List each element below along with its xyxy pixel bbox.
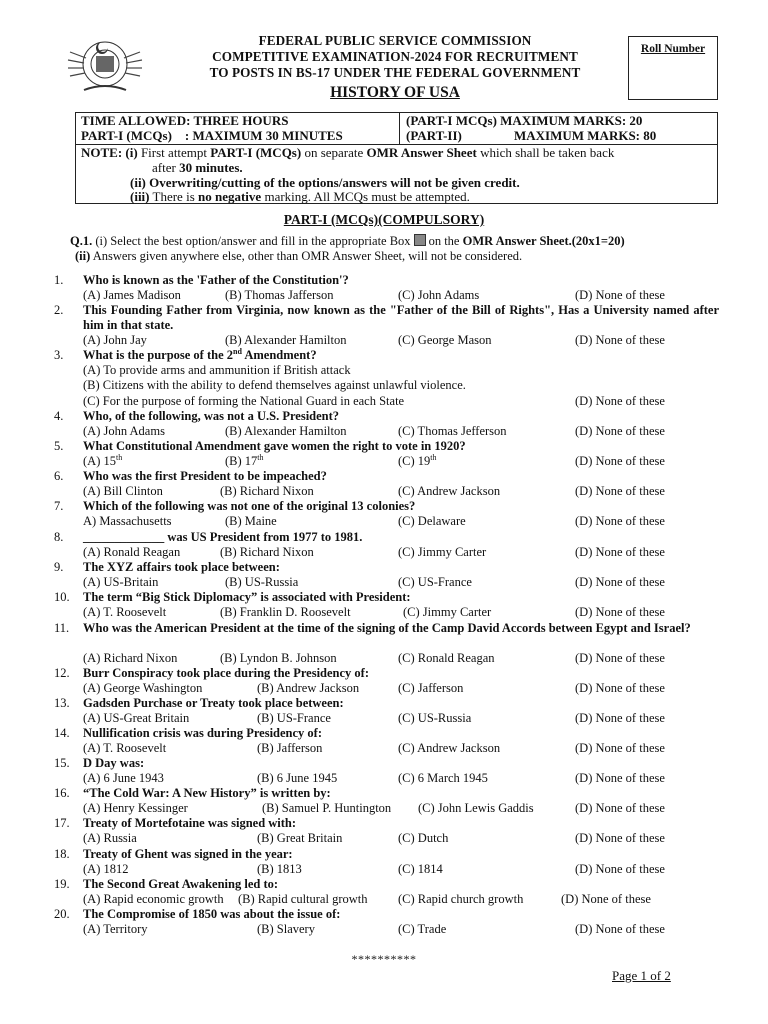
answer-option: [83, 862, 128, 877]
answer-option: [225, 514, 277, 529]
option-text: (B) Lyndon B. Johnson: [220, 651, 337, 665]
option-text: (A) John Jay: [83, 333, 147, 347]
question-text: D Day was:: [83, 756, 145, 770]
answer-option: [257, 681, 359, 696]
question-text-part: What is the purpose of the 2: [83, 348, 234, 362]
part-heading: PART-I (MCQs)(COMPULSORY): [283, 212, 485, 227]
answer-option: [575, 484, 665, 499]
option-text: (C) Jafferson: [398, 681, 464, 695]
answer-option: [398, 741, 500, 756]
roll-number-label: Roll Number: [640, 43, 706, 55]
note-text: no negative: [198, 189, 262, 204]
exam-title: COMPETITIVE EXAMINATION-2024 FOR RECRUITMENT: [212, 49, 578, 64]
question-text: Who, of the following, was not a U.S. President?: [83, 409, 340, 423]
option-text: (D) None of these: [561, 892, 651, 906]
answer-option: [398, 454, 437, 469]
answer-option: [398, 514, 466, 529]
option-text: (C) US-France: [398, 575, 472, 589]
option-text: (D) None of these: [575, 741, 665, 755]
option-text: (A) Henry Kessinger: [83, 801, 188, 815]
option-text: (A) 1812: [83, 862, 129, 876]
instruction-text: (i) Select the best option/answer and fill in the appropriate Box: [95, 234, 411, 248]
question-number: 10.: [54, 590, 70, 604]
option-text: (B) Thomas Jafferson: [225, 288, 334, 302]
question-number: 15.: [54, 756, 70, 770]
answer-option: [398, 892, 523, 907]
question-number: 6.: [54, 469, 64, 483]
end-marker: **********: [351, 952, 417, 966]
option-text: (C) Andrew Jackson: [398, 741, 501, 755]
note-text: There is: [152, 189, 195, 204]
option-text: (D) None of these: [575, 394, 665, 408]
option-text: (C) Dutch: [398, 831, 449, 845]
question-number: 7.: [54, 499, 64, 513]
option-text: (A) T. Roosevelt: [83, 741, 167, 755]
option-text: (A) Bill Clinton: [83, 484, 163, 498]
question-text: _____________ was US President from 1977 to 1981.: [83, 530, 363, 544]
answer-option: [398, 288, 479, 303]
superscript: th: [115, 453, 123, 462]
answer-option: [575, 711, 665, 726]
option-text: (D) None of these: [575, 454, 665, 468]
option-text: (D) None of these: [575, 831, 665, 845]
option-text: (C) John Lewis Gaddis: [418, 801, 534, 815]
option-text: (B) Citizens with the ability to defend themselves against unlawful violence.: [83, 378, 466, 392]
option-text: (A) US-Great Britain: [83, 711, 190, 725]
option-text: (A) George Washington: [83, 681, 203, 695]
option-text: (C) 1814: [398, 862, 443, 876]
omr-box-icon: [414, 234, 426, 246]
answer-option: [575, 771, 665, 786]
commission-name: FEDERAL PUBLIC SERVICE COMMISSION: [258, 33, 532, 48]
answer-option: [225, 575, 298, 590]
answer-option: [575, 681, 665, 696]
option-text: (A) Rapid economic growth: [83, 892, 224, 906]
option-text: (B) Slavery: [257, 922, 315, 936]
note-text: which shall be taken back: [480, 145, 615, 160]
option-text: (D) None of these: [575, 514, 665, 528]
option-text: (D) None of these: [575, 424, 665, 438]
option-text: (B) 1813: [257, 862, 302, 876]
answer-option: [398, 681, 463, 696]
question-text: What Constitutional Amendment gave women the right to vote in 1920?: [83, 439, 466, 453]
question-number: 3.: [54, 348, 64, 362]
exam-subtitle: TO POSTS IN BS-17 UNDER THE FEDERAL GOVERNMENT: [209, 65, 581, 80]
option-text: (A) 15: [83, 454, 116, 468]
option-text: A) Massachusetts: [83, 514, 172, 528]
answer-option: [83, 394, 404, 409]
option-text: (C) Jimmy Carter: [398, 545, 487, 559]
answer-option: [398, 711, 471, 726]
answer-option: [398, 424, 507, 439]
answer-option: [225, 333, 347, 348]
roll-number-box[interactable]: [628, 36, 718, 100]
question-label: Q.1.: [70, 234, 93, 248]
option-text: (A) US-Britain: [83, 575, 159, 589]
page-number: Page 1 of 2: [612, 968, 671, 983]
option-text: (B) Richard Nixon: [220, 484, 314, 498]
answer-option: [575, 651, 665, 666]
question-number: 16.: [54, 786, 70, 800]
option-text: (D) None of these: [575, 651, 665, 665]
option-text: (D) None of these: [575, 333, 665, 347]
answer-option: [398, 862, 443, 877]
answer-option: [257, 771, 337, 786]
question-number: 19.: [54, 877, 70, 891]
option-text: (D) None of these: [575, 801, 665, 815]
answer-option: [220, 545, 314, 560]
question-number: 20.: [54, 907, 70, 921]
answer-option: [575, 333, 665, 348]
answer-option: [398, 575, 472, 590]
answer-option: [83, 363, 351, 378]
question-number: 12.: [54, 666, 70, 680]
option-text: (C) 6 March 1945: [398, 771, 488, 785]
answer-option: [561, 892, 651, 907]
question-text: Who is known as the 'Father of the Constitution'?: [83, 273, 349, 287]
instruction-text: OMR Answer Sheet.(20x1=20): [462, 234, 625, 248]
answer-option: [398, 771, 488, 786]
answer-option: [238, 892, 368, 907]
note-text: after: [152, 160, 176, 175]
option-text: (B) Alexander Hamilton: [225, 424, 347, 438]
question-text: “The Cold War: A New History” is written by:: [83, 786, 331, 800]
answer-option: [83, 651, 177, 666]
option-text: (B) Andrew Jackson: [257, 681, 360, 695]
option-text: (B) Jafferson: [257, 741, 323, 755]
answer-option: [398, 651, 495, 666]
answer-option: [83, 771, 164, 786]
option-text: (C) Delaware: [398, 514, 466, 528]
answer-option: [83, 831, 137, 846]
option-text: (C) Thomas Jefferson: [398, 424, 507, 438]
question-text: The Second Great Awakening led to:: [83, 877, 279, 891]
question-number: 8.: [54, 530, 64, 544]
option-text: (D) None of these: [575, 681, 665, 695]
question-number: 5.: [54, 439, 64, 453]
option-text: (C) Jimmy Carter: [403, 605, 492, 619]
note-text: PART-I (MCQs): [210, 145, 302, 160]
exam-info-table: [75, 112, 718, 204]
option-text: (C) Trade: [398, 922, 447, 936]
question-number: 17.: [54, 816, 70, 830]
answer-option: [83, 454, 122, 469]
answer-option: [398, 484, 500, 499]
answer-option: [220, 605, 351, 620]
instruction-i: [70, 234, 625, 249]
part2-marks: MAXIMUM MARKS: 80: [514, 128, 657, 143]
question-number: 13.: [54, 696, 70, 710]
answer-option: [575, 831, 665, 846]
note-text: 30 minutes.: [179, 160, 243, 175]
answer-option: [257, 922, 315, 937]
option-text: (D) None of these: [575, 605, 665, 619]
answer-option: [225, 454, 264, 469]
answer-option: [398, 333, 492, 348]
part2-label: (PART-II): [406, 128, 462, 143]
answer-option: [83, 545, 180, 560]
option-text: (B) 6 June 1945: [257, 771, 338, 785]
question-text: Burr Conspiracy took place during the Presidency of:: [83, 666, 369, 680]
answer-option: [83, 741, 166, 756]
option-text: (D) None of these: [575, 922, 665, 936]
table-divider: [399, 113, 400, 144]
option-text: (C) Ronald Reagan: [398, 651, 495, 665]
question-text: Nullification crisis was during Presidency of:: [83, 726, 323, 740]
answer-option: [83, 288, 181, 303]
option-text: (C) For the purpose of forming the National Guard in each State: [83, 394, 405, 408]
answer-option: [575, 862, 665, 877]
answer-option: [575, 605, 665, 620]
option-text: (D) None of these: [575, 575, 665, 589]
option-text: (D) None of these: [575, 862, 665, 876]
question-number: 9.: [54, 560, 64, 574]
question-text-part: Amendment?: [241, 348, 317, 362]
answer-option: [83, 424, 165, 439]
answer-option: [575, 454, 665, 469]
answer-option: [398, 545, 486, 560]
answer-option: [83, 711, 189, 726]
note-text: (iii): [130, 189, 150, 204]
option-text: (D) None of these: [575, 771, 665, 785]
time-allowed: TIME ALLOWED: THREE HOURS: [81, 113, 289, 128]
answer-option: [83, 892, 224, 907]
option-text: (B) Maine: [225, 514, 277, 528]
option-text: (B) Great Britain: [257, 831, 343, 845]
answer-option: [220, 484, 314, 499]
answer-option: [575, 514, 665, 529]
question-text: Gadsden Purchase or Treaty took place between:: [83, 696, 344, 710]
question-number: 4.: [54, 409, 64, 423]
answer-option: [257, 831, 342, 846]
note-text: on separate: [304, 145, 364, 160]
option-text: (C) 19: [398, 454, 431, 468]
answer-option: [398, 922, 446, 937]
fpsc-emblem-icon: [62, 34, 148, 96]
note-text: marking. All MCQs must be attempted.: [264, 189, 470, 204]
answer-option: [257, 711, 331, 726]
question-text: Treaty of Mortefotaine was signed with:: [83, 816, 297, 830]
question-text: The Compromise of 1850 was about the issue of:: [83, 907, 341, 921]
option-text: (B) Alexander Hamilton: [225, 333, 347, 347]
option-text: (C) Andrew Jackson: [398, 484, 501, 498]
answer-option: [257, 862, 302, 877]
answer-option: [225, 288, 334, 303]
option-text: (A) Russia: [83, 831, 137, 845]
question-text: The term “Big Stick Diplomacy” is associated with President:: [83, 590, 411, 604]
answer-option: [575, 545, 665, 560]
instruction-ii: [75, 249, 522, 264]
option-text: (C) George Mason: [398, 333, 492, 347]
instruction-text: on the: [428, 234, 460, 248]
answer-option: [83, 333, 147, 348]
answer-option: [83, 378, 466, 393]
answer-option: [83, 514, 172, 529]
option-text: (C) John Adams: [398, 288, 480, 302]
note-ii: (ii) Overwriting/cutting of the options/answers will not be given credit.: [130, 175, 520, 190]
question-number: 11.: [54, 621, 70, 635]
answer-option: [83, 681, 202, 696]
question-number: 2.: [54, 303, 64, 317]
option-text: (D) None of these: [575, 288, 665, 302]
option-text: (D) None of these: [575, 545, 665, 559]
option-text: (A) Territory: [83, 922, 148, 936]
answer-option: [257, 741, 322, 756]
question-text: Which of the following was not one of the original 13 colonies?: [83, 499, 416, 513]
note-text: First attempt: [140, 145, 208, 160]
option-text: (A) Ronald Reagan: [83, 545, 181, 559]
superscript: th: [257, 453, 264, 462]
option-text: (B) US-France: [257, 711, 331, 725]
question-text: This Founding Father from Virginia, now known as the "Father of the Bill of Rights", Has a University named after him in that state.: [83, 303, 719, 332]
question-number: 1.: [54, 273, 64, 287]
answer-option: [575, 801, 665, 816]
answer-option: [225, 424, 347, 439]
superscript: nd: [233, 347, 242, 356]
note-iii: [130, 189, 470, 205]
answer-option: [83, 575, 158, 590]
option-text: (D) None of these: [575, 711, 665, 725]
question-text: Who was the first President to be impeached?: [83, 469, 327, 483]
option-text: (A) 6 June 1943: [83, 771, 164, 785]
option-text: (A) Richard Nixon: [83, 651, 178, 665]
part1-time: PART-I (MCQs) : MAXIMUM 30 MINUTES: [81, 128, 343, 143]
option-text: (B) Rapid cultural growth: [238, 892, 368, 906]
option-text: (A) James Madison: [83, 288, 181, 302]
answer-option: [83, 484, 163, 499]
note-i-cont: [152, 160, 243, 176]
answer-option: [575, 424, 665, 439]
question-text: The XYZ affairs took place between:: [83, 560, 280, 574]
answer-option: [575, 575, 665, 590]
option-text: (D) None of these: [575, 484, 665, 498]
option-text: (B) Samuel P. Huntington: [262, 801, 392, 815]
subject-title: HISTORY OF USA: [330, 84, 460, 101]
question-text: [83, 348, 719, 363]
instruction-text: Answers given anywhere else, other than OMR Answer Sheet, will not be considered.: [92, 249, 523, 263]
option-text: (B) US-Russia: [225, 575, 299, 589]
answer-option: [83, 605, 166, 620]
note-i: [81, 145, 614, 161]
answer-option: [262, 801, 391, 816]
option-text: (A) T. Roosevelt: [83, 605, 167, 619]
answer-option: [398, 831, 448, 846]
option-text: (C) US-Russia: [398, 711, 472, 725]
answer-option: [418, 801, 534, 816]
part1-marks: (PART-I MCQs) MAXIMUM MARKS: 20: [406, 113, 643, 128]
answer-option: [220, 651, 337, 666]
question-text: Who was the American President at the time of the signing of the Camp David Accords between Egypt and Israel?: [83, 621, 691, 635]
answer-option: [575, 288, 665, 303]
answer-option: [83, 922, 148, 937]
answer-option: [575, 741, 665, 756]
answer-option: [83, 801, 188, 816]
option-text: (C) Rapid church growth: [398, 892, 524, 906]
instruction-label: (ii): [75, 249, 91, 263]
option-text: (B) 17: [225, 454, 258, 468]
answer-option: [403, 605, 491, 620]
note-label: NOTE: (i): [81, 145, 138, 160]
option-text: (A) John Adams: [83, 424, 165, 438]
question-number: 18.: [54, 847, 70, 861]
option-text: (A) To provide arms and ammunition if British attack: [83, 363, 351, 377]
question-text: Treaty of Ghent was signed in the year:: [83, 847, 293, 861]
superscript: th: [430, 453, 437, 462]
answer-option: [575, 922, 665, 937]
answer-option: [575, 394, 665, 409]
note-text: OMR Answer Sheet: [366, 145, 477, 160]
option-text: (B) Richard Nixon: [220, 545, 314, 559]
option-text: (B) Franklin D. Roosevelt: [220, 605, 351, 619]
question-number: 14.: [54, 726, 70, 740]
